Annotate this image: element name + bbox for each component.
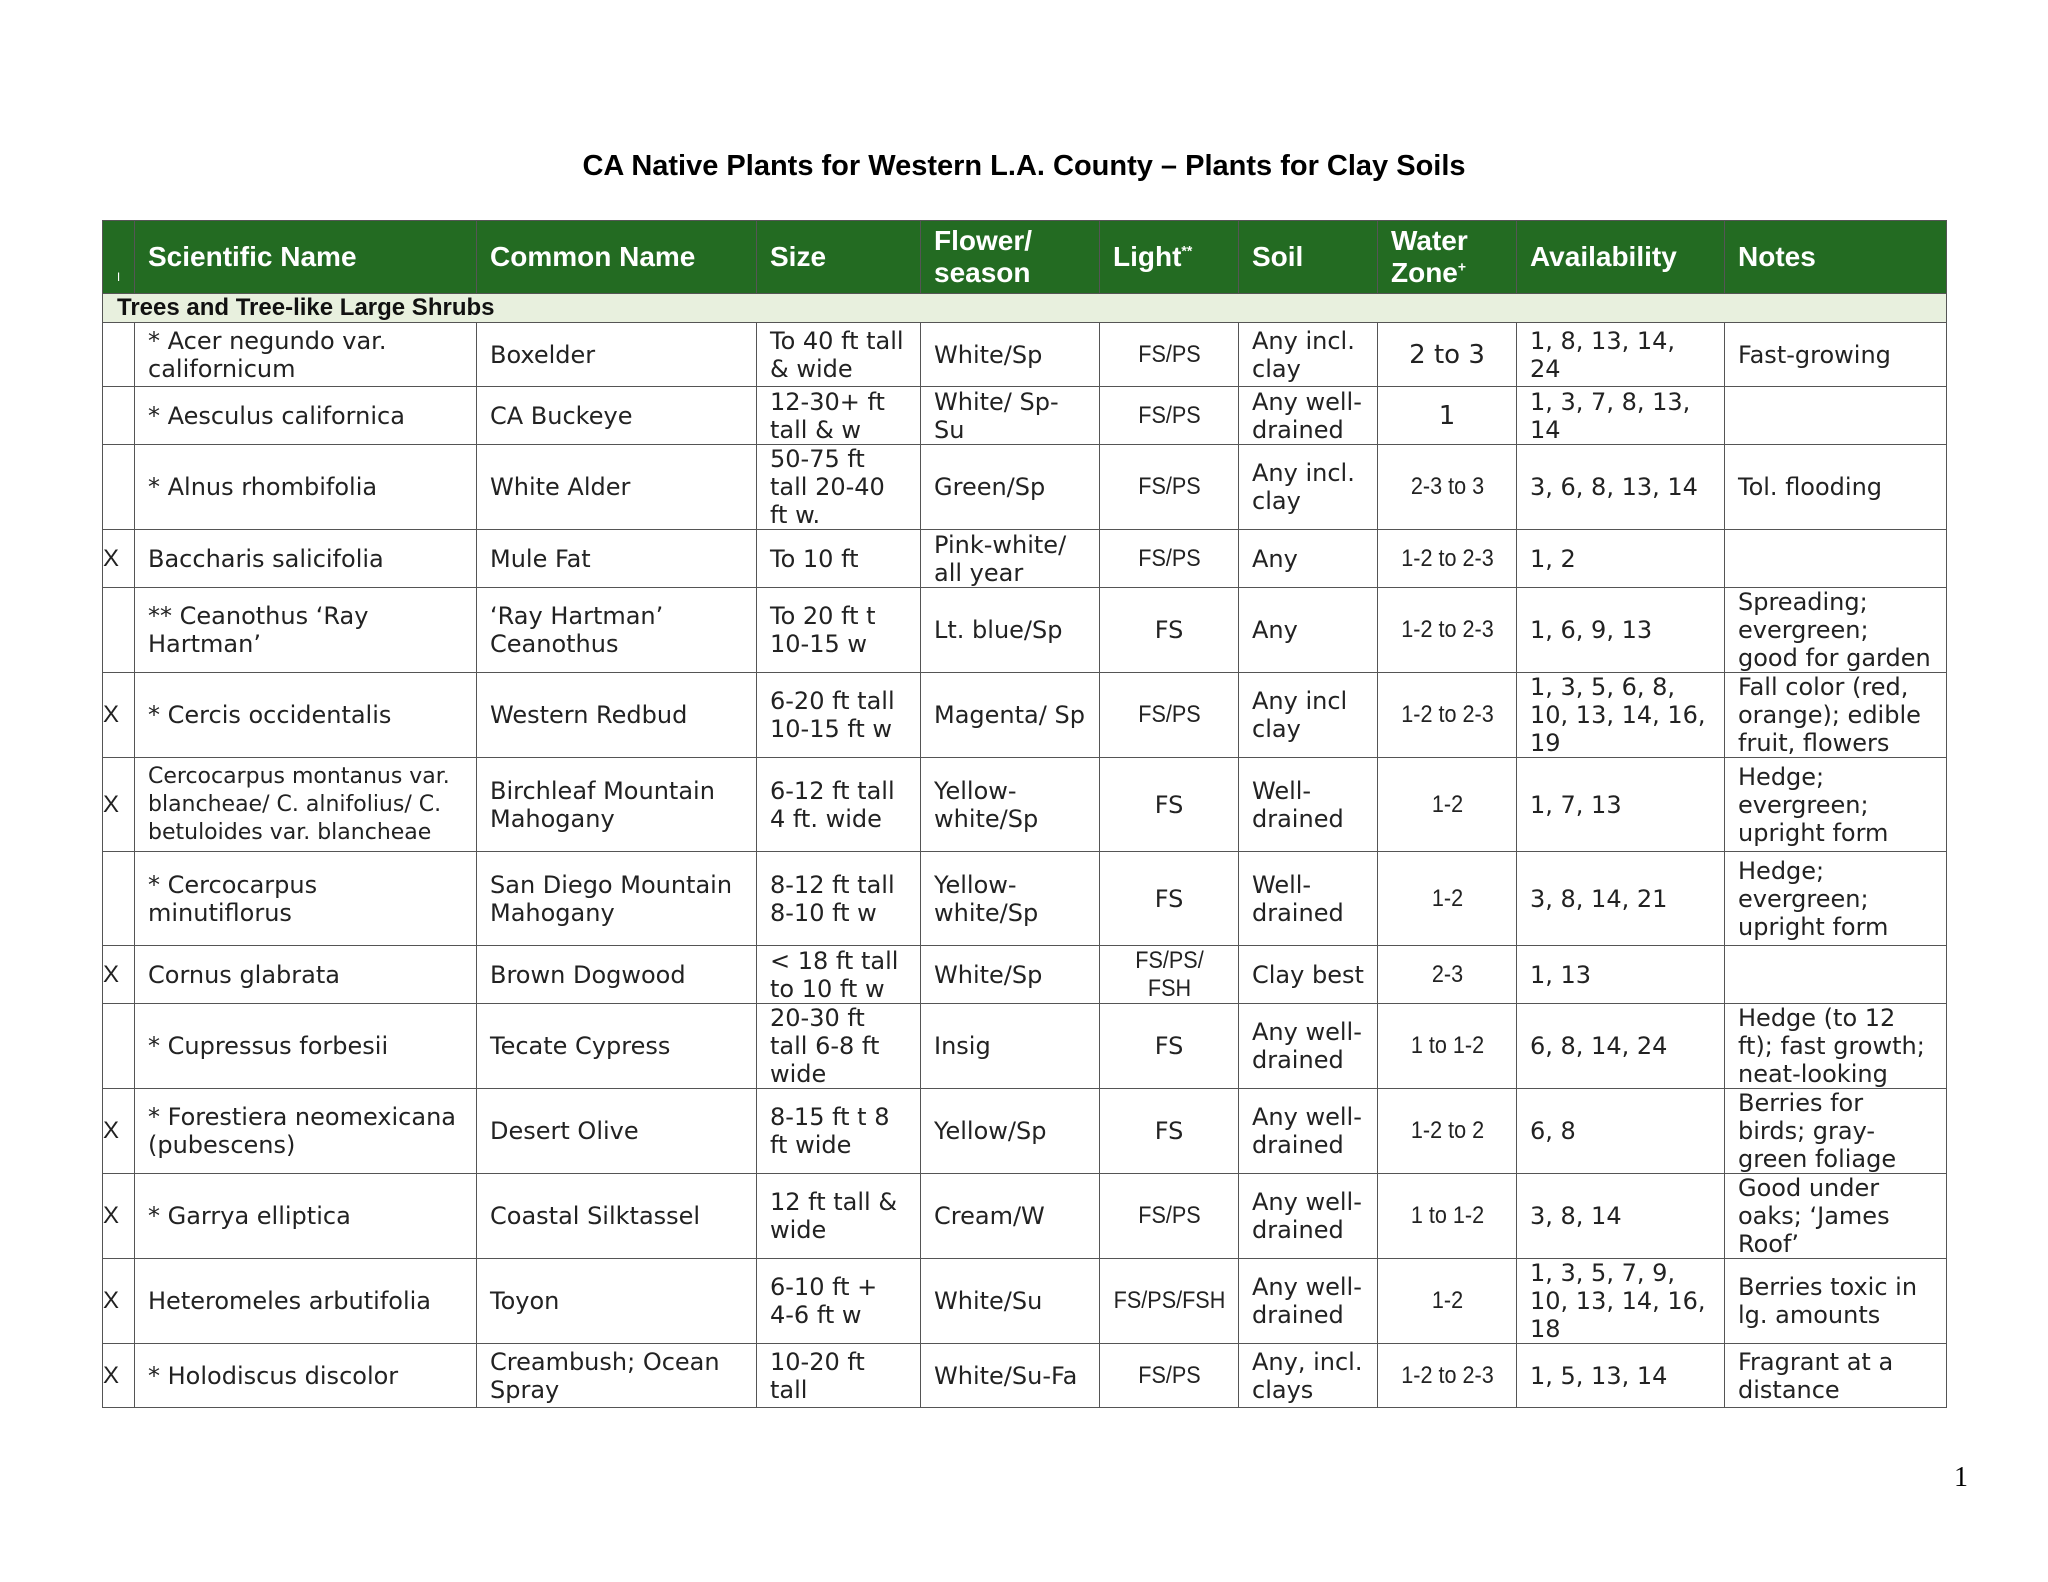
cell-size: 10-20 ft tall (757, 1344, 921, 1408)
cell-availability: 3, 8, 14 (1517, 1174, 1725, 1259)
cell-scientific-name: ** Ceanothus ‘Ray Hartman’ (135, 588, 477, 673)
cell-mark: X (103, 1344, 135, 1408)
cell-soil: Any well-drained (1239, 1174, 1378, 1259)
cell-mark (103, 445, 135, 530)
cell-size: 12 ft tall & wide (757, 1174, 921, 1259)
header-light: Light** (1100, 221, 1239, 294)
cell-soil: Any well-drained (1239, 1089, 1378, 1174)
cell-flower-season: Yellow/Sp (921, 1089, 1100, 1174)
cell-flower-season: Green/Sp (921, 445, 1100, 530)
cell-availability: 3, 8, 14, 21 (1517, 852, 1725, 946)
cell-flower-season: White/Sp (921, 946, 1100, 1004)
cell-availability: 1, 8, 13, 14, 24 (1517, 323, 1725, 387)
cell-water-zone: 1 to 1-2 (1384, 1004, 1509, 1089)
cell-notes: Fall color (red, orange); edible fruit, flowers (1725, 673, 1947, 758)
header-flower-season: Flower/ season (921, 221, 1100, 294)
header-soil: Soil (1239, 221, 1378, 294)
cell-mark (103, 323, 135, 387)
cell-mark: X (103, 530, 135, 588)
cell-size: To 40 ft tall & wide (757, 323, 921, 387)
cell-mark: X (103, 1259, 135, 1344)
cell-flower-season: Cream/W (921, 1174, 1100, 1259)
cell-notes (1725, 387, 1947, 445)
cell-light: FS/PS (1106, 445, 1231, 530)
cell-light: FS/PS (1106, 323, 1231, 387)
cell-mark: X (103, 758, 135, 852)
cell-scientific-name: * Acer negundo var. californicum (135, 323, 477, 387)
cell-common-name: Birchleaf Mountain Mahogany (477, 758, 757, 852)
page-number: 1 (1954, 1462, 1968, 1493)
cell-mark (103, 588, 135, 673)
document-title: CA Native Plants for Western L.A. County – Plants for Clay Soils (582, 150, 1466, 182)
cell-notes: Hedge (to 12 ft); fast growth; neat-looking (1725, 1004, 1947, 1089)
cell-notes: Hedge; evergreen; upright form (1725, 852, 1947, 946)
cell-availability: 6, 8 (1517, 1089, 1725, 1174)
cell-availability: 6, 8, 14, 24 (1517, 1004, 1725, 1089)
table-row (103, 1089, 1947, 1174)
cell-mark: X (103, 946, 135, 1004)
cell-soil: Well-drained (1239, 758, 1378, 852)
cell-notes: Fragrant at a distance (1725, 1344, 1947, 1408)
table-row (103, 1259, 1947, 1344)
section-title: Trees and Tree-like Large Shrubs (103, 294, 1947, 323)
table-row (103, 445, 1947, 530)
table-row (103, 1004, 1947, 1089)
cell-mark (103, 1004, 135, 1089)
section-row (103, 294, 1947, 323)
cell-soil: Any (1239, 588, 1378, 673)
cell-soil: Any well-drained (1239, 387, 1378, 445)
cell-common-name: Tecate Cypress (477, 1004, 757, 1089)
cell-notes: Spreading; evergreen; good for garden (1725, 588, 1947, 673)
cell-soil: Any incl. clay (1239, 323, 1378, 387)
cell-common-name: ‘Ray Hartman’ Ceanothus (477, 588, 757, 673)
header-size: Size (757, 221, 921, 294)
cell-mark: X (103, 1089, 135, 1174)
cell-common-name: White Alder (477, 445, 757, 530)
cell-flower-season: White/Su (921, 1259, 1100, 1344)
cell-size: 8-15 ft t 8 ft wide (757, 1089, 921, 1174)
cell-availability: 1, 5, 13, 14 (1517, 1344, 1725, 1408)
cell-common-name: Boxelder (477, 323, 757, 387)
cell-flower-season: Yellow-white/Sp (921, 852, 1100, 946)
table-row (103, 530, 1947, 588)
cell-light: FS/PS (1106, 673, 1231, 758)
cell-light: FS/PS/FSH (1106, 1259, 1231, 1344)
cell-soil: Any (1239, 530, 1378, 588)
header-row (103, 221, 1947, 294)
cell-availability: 1, 6, 9, 13 (1517, 588, 1725, 673)
cell-availability: 1, 3, 7, 8, 13, 14 (1517, 387, 1725, 445)
cell-light: FS/PS (1106, 1174, 1231, 1259)
cell-size: 8-12 ft tall 8-10 ft w (757, 852, 921, 946)
cell-light: FS/PS (1106, 1344, 1231, 1408)
cell-scientific-name: Cornus glabrata (135, 946, 477, 1004)
cell-availability: 3, 6, 8, 13, 14 (1517, 445, 1725, 530)
table-row (103, 1344, 1947, 1408)
cell-water-zone: 1 to 1-2 (1384, 1174, 1509, 1259)
cell-common-name: San Diego Mountain Mahogany (477, 852, 757, 946)
cell-availability: 1, 7, 13 (1517, 758, 1725, 852)
cell-water-zone: 1-2 to 2 (1384, 1089, 1509, 1174)
cell-flower-season: Yellow-white/Sp (921, 758, 1100, 852)
cell-common-name: Coastal Silktassel (477, 1174, 757, 1259)
plants-table (102, 220, 1947, 1408)
cell-mark (103, 852, 135, 946)
cell-light: FS (1100, 758, 1239, 852)
cell-soil: Any incl. clay (1239, 445, 1378, 530)
cell-flower-season: White/Su-Fa (921, 1344, 1100, 1408)
cell-light: FS/PS (1106, 530, 1231, 588)
table-row (103, 946, 1947, 1004)
cell-common-name: Brown Dogwood (477, 946, 757, 1004)
table-row (103, 1174, 1947, 1259)
cell-size: 50-75 ft tall 20-40 ft w. (757, 445, 921, 530)
table-row (103, 673, 1947, 758)
cell-light: FS/PS (1106, 387, 1231, 445)
cell-water-zone: 2-3 (1384, 946, 1509, 1004)
table-row (103, 387, 1947, 445)
cell-scientific-name: * Cupressus forbesii (135, 1004, 477, 1089)
header-scientific-name: Scientific Name (135, 221, 477, 294)
cell-size: 6-12 ft tall 4 ft. wide (757, 758, 921, 852)
table-row (103, 588, 1947, 673)
cell-water-zone: 1-2 to 2-3 (1384, 673, 1509, 758)
cell-soil: Any incl clay (1239, 673, 1378, 758)
cell-mark: X (103, 673, 135, 758)
cell-availability: 1, 2 (1517, 530, 1725, 588)
cell-common-name: Creambush; Ocean Spray (477, 1344, 757, 1408)
cell-scientific-name: Heteromeles arbutifolia (135, 1259, 477, 1344)
cell-size: 6-10 ft + 4-6 ft w (757, 1259, 921, 1344)
cell-notes (1725, 530, 1947, 588)
cell-availability: 1, 3, 5, 6, 8, 10, 13, 14, 16, 19 (1517, 673, 1725, 758)
cell-soil: Any, incl. clays (1239, 1344, 1378, 1408)
cell-scientific-name: * Forestiera neomexicana (pubescens) (135, 1089, 477, 1174)
header-common-name: Common Name (477, 221, 757, 294)
cell-water-zone: 2-3 to 3 (1384, 445, 1509, 530)
cell-water-zone: 1-2 to 2-3 (1384, 588, 1509, 673)
cell-scientific-name: Cercocarpus montanus var. blancheae/ C. alnifolius/ C. betuloides var. blancheae (135, 758, 477, 852)
cell-flower-season: Pink-white/ all year (921, 530, 1100, 588)
table-row (103, 852, 1947, 946)
cell-notes: Berries toxic in lg. amounts (1725, 1259, 1947, 1344)
cell-water-zone: 1-2 (1384, 852, 1509, 946)
header-water-zone: Water Zone+ (1378, 221, 1517, 294)
cell-soil: Any well-drained (1239, 1259, 1378, 1344)
cell-common-name: Western Redbud (477, 673, 757, 758)
cell-common-name: Toyon (477, 1259, 757, 1344)
cell-flower-season: White/Sp (921, 323, 1100, 387)
cell-soil: Any well-drained (1239, 1004, 1378, 1089)
cell-size: To 10 ft (757, 530, 921, 588)
cell-flower-season: White/ Sp-Su (921, 387, 1100, 445)
cell-notes: Tol. flooding (1725, 445, 1947, 530)
table-row (103, 758, 1947, 852)
table-row (103, 323, 1947, 387)
cell-light: FS (1100, 1089, 1239, 1174)
cell-flower-season: Magenta/ Sp (921, 673, 1100, 758)
cell-size: < 18 ft tall to 10 ft w (757, 946, 921, 1004)
cell-light: FS (1100, 852, 1239, 946)
header-mark: I (103, 221, 135, 294)
cell-soil: Clay best (1239, 946, 1378, 1004)
cell-notes: Hedge; evergreen; upright form (1725, 758, 1947, 852)
cell-scientific-name: * Cercocarpus minutiflorus (135, 852, 477, 946)
header-availability: Availability (1517, 221, 1725, 294)
cell-mark (103, 387, 135, 445)
cell-light: FS/PS/ FSH (1106, 946, 1231, 1004)
cell-water-zone: 1-2 to 2-3 (1384, 530, 1509, 588)
cell-scientific-name: * Holodiscus discolor (135, 1344, 477, 1408)
cell-common-name: CA Buckeye (477, 387, 757, 445)
cell-water-zone: 1-2 (1384, 758, 1509, 852)
cell-common-name: Desert Olive (477, 1089, 757, 1174)
cell-size: 6-20 ft tall 10-15 ft w (757, 673, 921, 758)
cell-water-zone: 2 to 3 (1378, 323, 1517, 387)
cell-notes: Berries for birds; gray-green foliage (1725, 1089, 1947, 1174)
cell-size: 12-30+ ft tall & w (757, 387, 921, 445)
cell-scientific-name: * Garrya elliptica (135, 1174, 477, 1259)
cell-size: To 20 ft t 10-15 w (757, 588, 921, 673)
cell-water-zone: 1-2 to 2-3 (1384, 1344, 1509, 1408)
cell-scientific-name: Baccharis salicifolia (135, 530, 477, 588)
cell-water-zone: 1-2 (1384, 1259, 1509, 1344)
cell-scientific-name: * Cercis occidentalis (135, 673, 477, 758)
cell-scientific-name: * Aesculus californica (135, 387, 477, 445)
cell-light: FS (1100, 588, 1239, 673)
cell-availability: 1, 3, 5, 7, 9, 10, 13, 14, 16, 18 (1517, 1259, 1725, 1344)
cell-soil: Well-drained (1239, 852, 1378, 946)
cell-notes (1725, 946, 1947, 1004)
cell-scientific-name: * Alnus rhombifolia (135, 445, 477, 530)
cell-notes: Fast-growing (1725, 323, 1947, 387)
cell-mark: X (103, 1174, 135, 1259)
cell-flower-season: Lt. blue/Sp (921, 588, 1100, 673)
cell-availability: 1, 13 (1517, 946, 1725, 1004)
cell-size: 20-30 ft tall 6-8 ft wide (757, 1004, 921, 1089)
cell-light: FS (1100, 1004, 1239, 1089)
header-notes: Notes (1725, 221, 1947, 294)
cell-common-name: Mule Fat (477, 530, 757, 588)
cell-flower-season: Insig (921, 1004, 1100, 1089)
cell-water-zone: 1 (1378, 387, 1517, 445)
cell-notes: Good under oaks; ‘James Roof’ (1725, 1174, 1947, 1259)
